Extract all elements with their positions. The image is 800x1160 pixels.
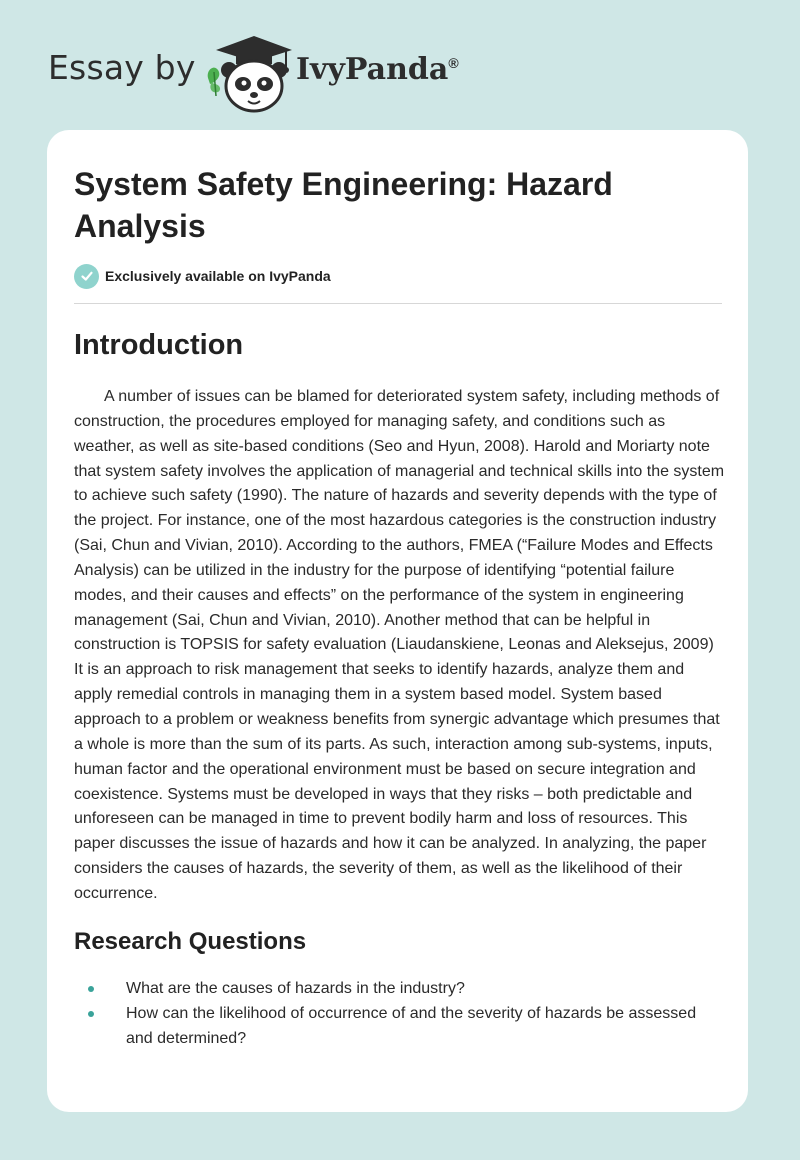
brand-header[interactable] [48,30,508,114]
section-heading-research-questions: Research Questions [74,928,307,955]
panda-logo-icon [202,34,292,114]
check-icon [74,264,99,289]
article-card [47,130,748,1112]
brand-prefix: Essay by [48,48,196,87]
brand-name: IvyPanda® [296,52,459,87]
exclusive-text: Exclusively available on IvyPanda [105,268,331,284]
list-item [74,1001,726,1051]
introduction-paragraph: A number of issues can be blamed for deteriorated system safety, including methods of construction, the procedures employed for managing safety, and conditions such as weather, as well as site-based conditions (Seo and Hyun, 2008). Harold and Moriarty note that system safety involves the application of managerial and technical skills into the system to achieve such safety (1990). The nature of hazards and severity depends with the type of the project. For instance, one of the most hazardous categories is the construction industry (Sai, Chun and Vivian, 2010). According to the authors, FMEA (“Failure Modes and Effects Analysis) can be utilized in the industry for the purpose of identifying “potential failure modes, and their causes and effects” on the performance of the system in engineering management (Sai, Chun and Vivian, 2010). Another method that can be helpful in construction is TOPSIS for safety evaluation (Liaudanskiene, Leonas and Aleksejus, 2009) It is an approach to risk management that seeks to identify hazards, analyze them and apply remedial controls in managing them in a system based model. System based approach to a problem or weakness benefits from synergic advantage which presumes that a whole is more than the sum of its parts. As such, interaction among sub-systems, inputs, human factor and the operational environment must be based on secure integration and coexistence. Systems must be developed in ways that they risks – both predictable and unforeseen can be managed in time to prevent bodily harm and loss of resources. This paper discusses the issue of hazards and how it can be analyzed. In analyzing, the paper considers the causes of hazards, the severity of them, as well as the likelihood of their occurrence. [74,388,725,902]
bullet-icon [88,986,94,992]
divider [74,303,722,304]
list-item-text: What are the causes of hazards in the industry? [126,980,465,997]
bullet-icon [88,1011,94,1017]
research-questions-list [74,976,726,1051]
list-item-text: How can the likelihood of occurrence of and the severity of hazards be assessed and determined? [126,1005,697,1047]
section-heading-introduction: Introduction [74,329,244,361]
exclusive-badge [74,263,331,289]
article-title: System Safety Engineering: Hazard Analysis [74,166,613,244]
list-item [74,976,726,1001]
